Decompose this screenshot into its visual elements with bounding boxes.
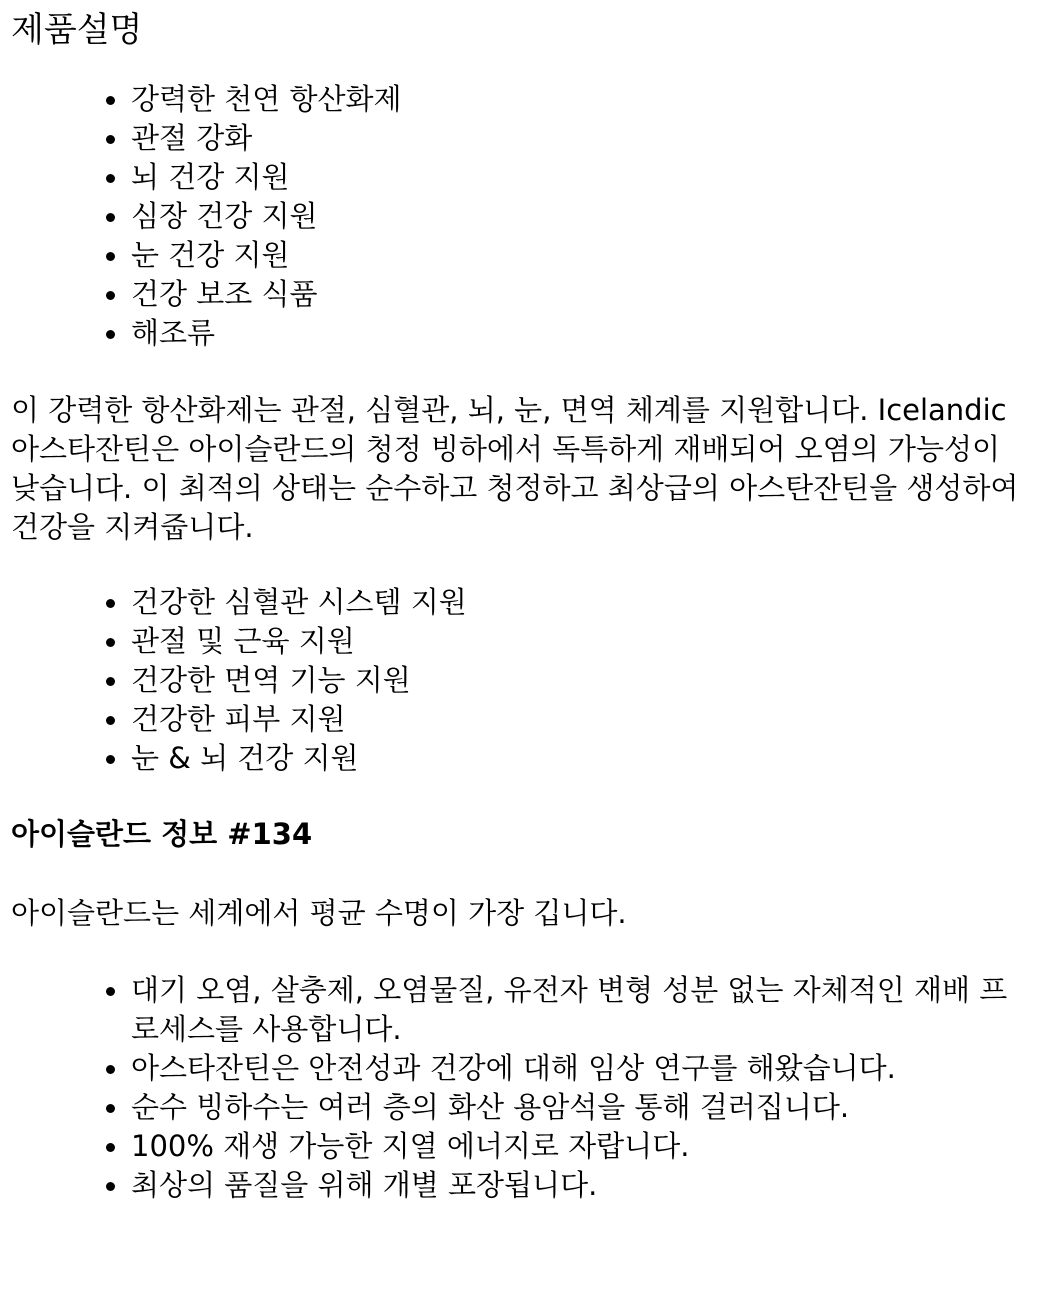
benefit-list-item: 눈 & 뇌 건강 지원 — [131, 739, 1037, 778]
process-list — [11, 971, 1037, 1205]
page-title: 제품설명 — [11, 10, 143, 50]
benefit-list-item: 건강한 심혈관 시스템 지원 — [131, 583, 1037, 622]
benefit-list-item: 관절 및 근육 지원 — [131, 622, 1037, 661]
info-heading: 아이슬란드 정보 #134 — [11, 817, 313, 851]
feature-list-item: 눈 건강 지원 — [131, 236, 1037, 275]
benefit-list — [11, 583, 1037, 778]
feature-list-item: 관절 강화 — [131, 119, 1037, 158]
benefit-list-item: 건강한 면역 기능 지원 — [131, 661, 1037, 700]
feature-list-item: 강력한 천연 항산화제 — [131, 80, 1037, 119]
process-list-item: 100% 재생 가능한 지열 에너지로 자랍니다. — [131, 1127, 1033, 1166]
feature-list — [11, 80, 1037, 353]
feature-list-item: 해조류 — [131, 314, 1037, 353]
process-list-item: 대기 오염, 살충제, 오염물질, 유전자 변형 성분 없는 자체적인 재배 프로세스를 사용합니다. — [131, 971, 1033, 1049]
process-list-item: 순수 빙하수는 여러 층의 화산 용암석을 통해 걸러집니다. — [131, 1088, 1033, 1127]
feature-list-item: 심장 건강 지원 — [131, 197, 1037, 236]
process-list-item: 최상의 품질을 위해 개별 포장됩니다. — [131, 1166, 1033, 1205]
feature-list-item: 뇌 건강 지원 — [131, 158, 1037, 197]
process-list-item: 아스타잔틴은 안전성과 건강에 대해 임상 연구를 해왔습니다. — [131, 1049, 1033, 1088]
benefit-list-item: 건강한 피부 지원 — [131, 700, 1037, 739]
feature-list-item: 건강 보조 식품 — [131, 275, 1037, 314]
info-paragraph: 아이슬란드는 세계에서 평균 수명이 가장 깁니다. — [11, 896, 627, 930]
description-paragraph: 이 강력한 항산화제는 관절, 심혈관, 뇌, 눈, 면역 체계를 지원합니다. Icelandic 아스타잔틴은 아이슬란드의 청정 빙하에서 독특하게 재배되어 오염의 가능성이 낮습니다. 이 최적의 상태는 순수하고 청정하고 최상급의 아스탄잔틴을 생성하여 건강을 지켜줍니다. — [11, 393, 1019, 544]
